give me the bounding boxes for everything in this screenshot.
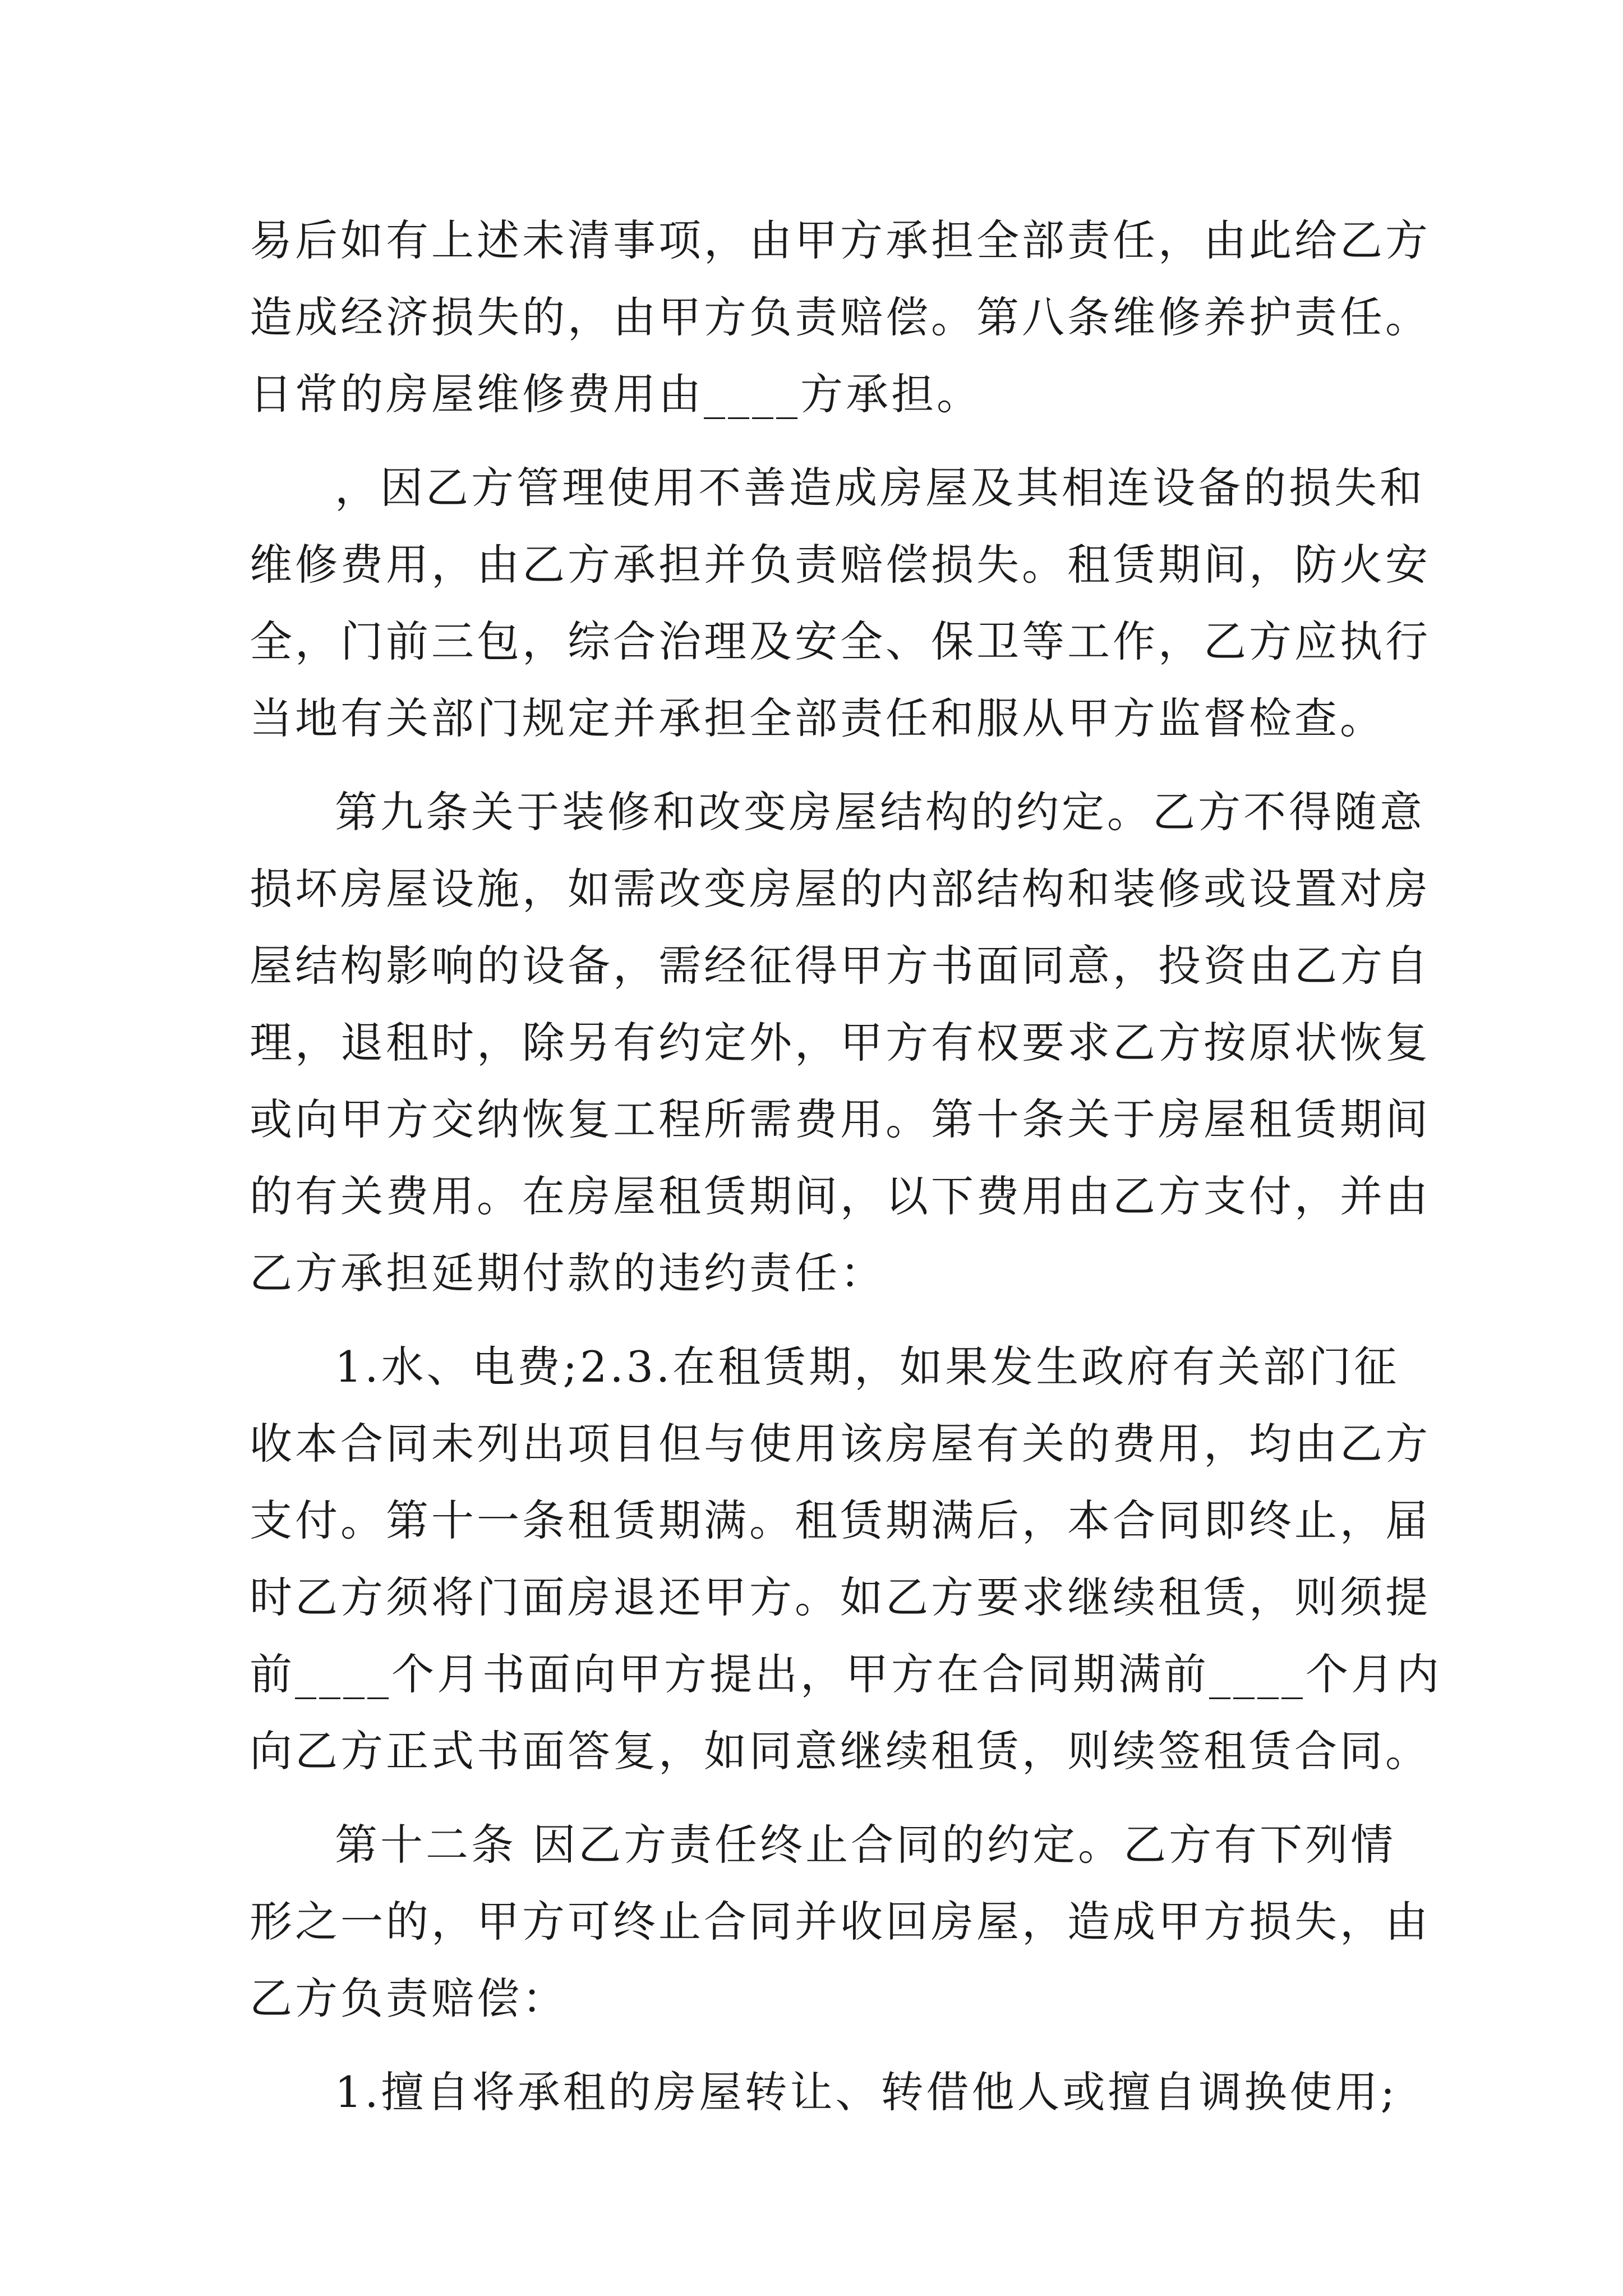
text-line: 向乙方正式书面答复，如同意继续租赁，则续签租赁合同。 — [250, 1726, 1431, 1776]
text-line: 1.擅自将承租的房屋转让、转借他人或擅自调换使用; — [335, 2067, 1398, 2117]
text-line: 造成经济损失的，由甲方负责赔偿。第八条维修养护责任。 — [250, 292, 1431, 342]
text-line: 乙方负责赔偿： — [250, 1973, 568, 2023]
paragraph-gap — [250, 432, 1399, 449]
text-line: 日常的房屋维修费用由____方承担。 — [250, 369, 982, 419]
text-line: ，因乙方管理使用不善造成房屋及其相连设备的损失和 — [335, 463, 1425, 513]
text-line: 维修费用，由乙方承担并负责赔偿损失。租赁期间，防火安 — [250, 540, 1431, 590]
paragraph-gap — [250, 1312, 1399, 1328]
text-line: 支付。第十一条租赁期满。租赁期满后，本合同即终止，届 — [250, 1496, 1431, 1545]
text-line: 全，门前三包，综合治理及安全、保卫等工作，乙方应执行 — [250, 616, 1431, 666]
text-line: 形之一的，甲方可终止合同并收回房屋，造成甲方损失，由 — [250, 1897, 1431, 1947]
paragraph-gap — [250, 1789, 1399, 1806]
text-line: 理，退租时，除另有约定外，甲方有权要求乙方按原状恢复 — [250, 1018, 1431, 1068]
text-line: 前____个月书面向甲方提出，甲方在合同期满前____个月内 — [250, 1649, 1442, 1699]
paragraph-gap — [250, 757, 1399, 774]
text-line: 当地有关部门规定并承担全部责任和服从甲方监督检查。 — [250, 693, 1385, 743]
text-line: 易后如有上述未清事项，由甲方承担全部责任，由此给乙方 — [250, 215, 1431, 265]
text-line: 屋结构影响的设备，需经征得甲方书面同意，投资由乙方自 — [250, 941, 1431, 991]
text-line: 第十二条 因乙方责任终止合同的约定。乙方有下列情 — [335, 1820, 1396, 1870]
text-line: 乙方承担延期付款的违约责任： — [250, 1248, 886, 1298]
text-line: 收本合同未列出项目但与使用该房屋有关的费用，均由乙方 — [250, 1419, 1431, 1469]
text-line: 第九条关于装修和改变房屋结构的约定。乙方不得随意 — [335, 787, 1425, 837]
text-line: 时乙方须将门面房退还甲方。如乙方要求继续租赁，则须提 — [250, 1572, 1431, 1622]
text-line: 1.水、电费;2.3.在租赁期，如果发生政府有关部门征 — [335, 1342, 1400, 1392]
text-line: 的有关费用。在房屋租赁期间，以下费用由乙方支付，并由 — [250, 1171, 1431, 1221]
text-line: 或向甲方交纳恢复工程所需费用。第十条关于房屋租赁期间 — [250, 1094, 1431, 1144]
text-line: 损坏房屋设施，如需改变房屋的内部结构和装修或设置对房 — [250, 864, 1431, 914]
document-body — [250, 202, 1442, 2131]
paragraph-gap — [250, 2037, 1399, 2054]
